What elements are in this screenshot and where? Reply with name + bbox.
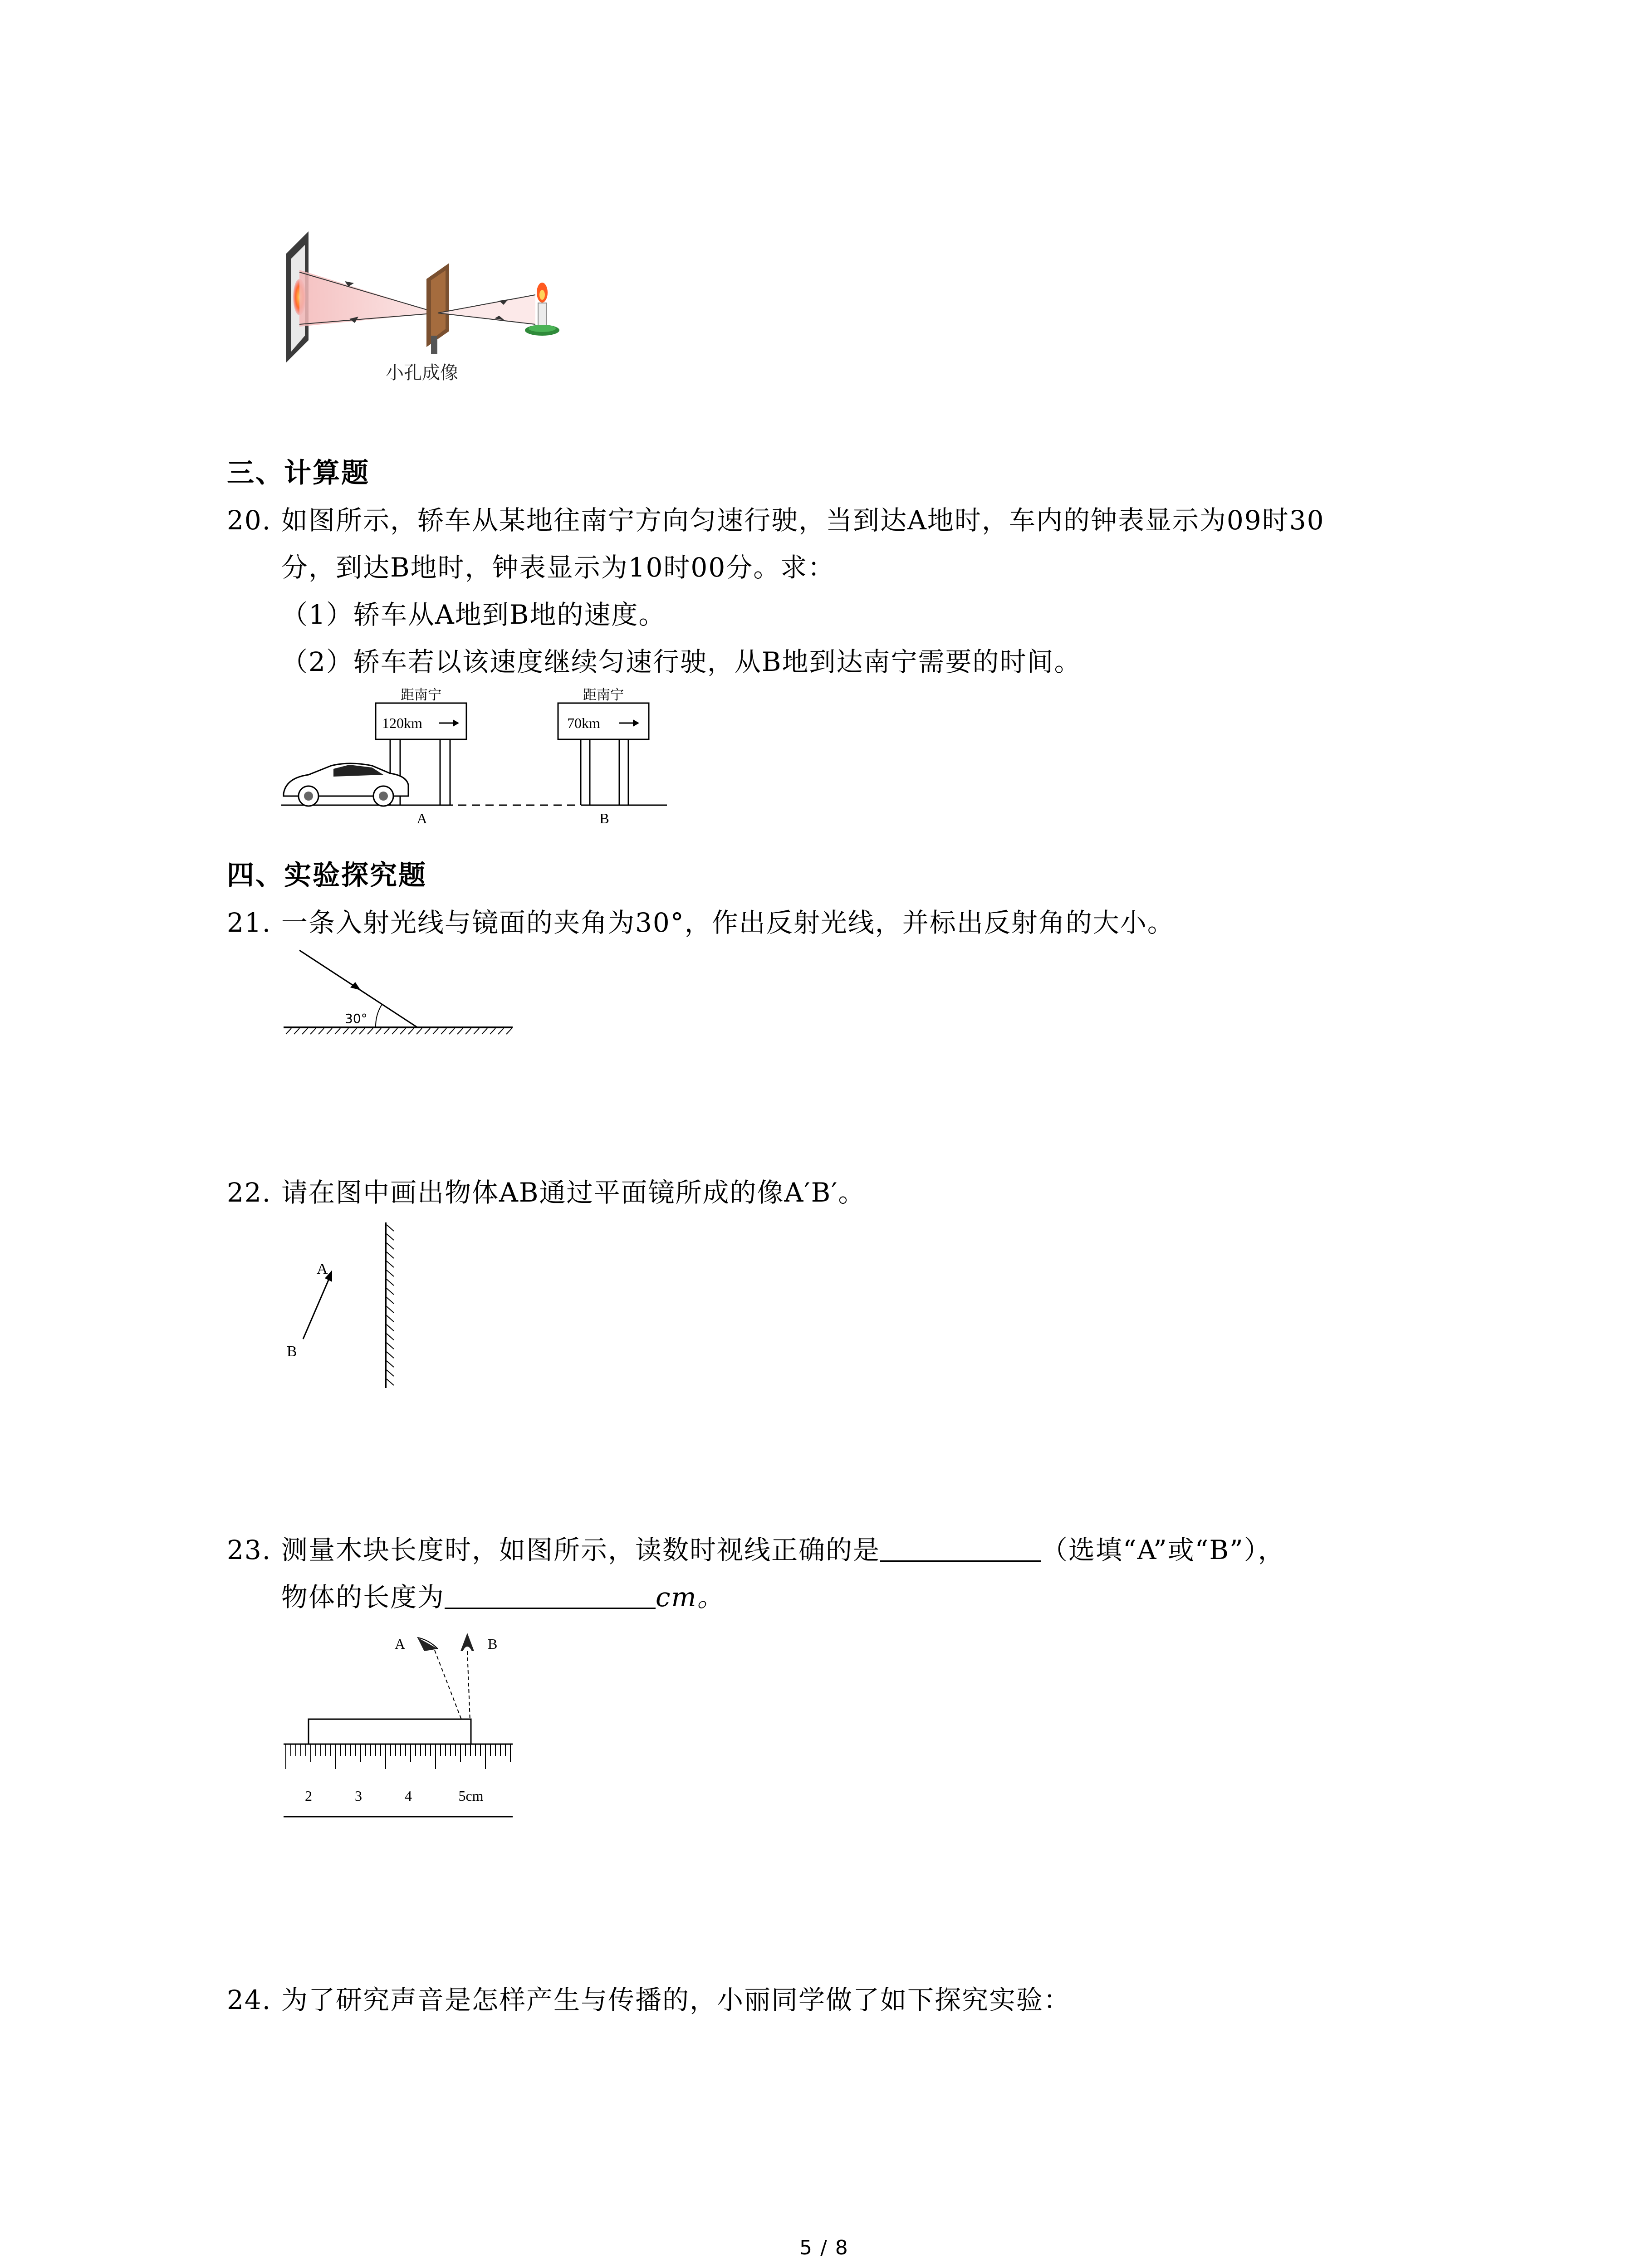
tick-label-4: 4 (405, 1788, 412, 1804)
question-23-line2-before: 物体的长度为 (281, 1582, 445, 1613)
question-23-number: 23. (227, 1535, 272, 1565)
mirror-hatching (286, 1028, 512, 1034)
answer-blank-length[interactable] (445, 1585, 656, 1609)
ruler-diagram (281, 1624, 517, 1837)
question-20-sub2: （2）轿车若以该速度继续匀速行驶，从B地到达南宁需要的时间。 (281, 646, 1082, 677)
question-24-number: 24. (227, 1984, 272, 2015)
object-label-a: A (317, 1261, 328, 1277)
question-22-number: 22. (227, 1177, 272, 1208)
question-22-text: 请在图中画出物体AB通过平面镜所成的像A′B′。 (281, 1177, 866, 1208)
object-label-b: B (287, 1343, 297, 1360)
tick-label-5cm: 5cm (458, 1788, 484, 1804)
ray-arrow-icon (350, 982, 361, 990)
plane-mirror-hatching (387, 1225, 394, 1385)
object-ab (303, 1274, 331, 1339)
question-20-line2: 分，到达B地时，钟表显示为10时00分。求： (281, 552, 835, 583)
sign-a-value: 120km (382, 715, 422, 731)
question-23-line1-before: 测量木块长度时，如图所示，读数时视线正确的是 (281, 1535, 881, 1565)
section-3-heading: 三、计算题 (227, 457, 370, 489)
question-20-sub1: （1）轿车从A地到B地的速度。 (281, 599, 666, 630)
wood-block (309, 1719, 471, 1744)
q22-plane-mirror-figure (281, 1220, 417, 1393)
sign-a-title: 距南宁 (401, 688, 441, 703)
question-21-number: 21. (227, 907, 272, 938)
question-23-line2-after: cm。 (656, 1582, 725, 1613)
plane-mirror-diagram (281, 1220, 417, 1393)
tick-label-2: 2 (305, 1788, 312, 1804)
page-number: 5 / 8 (799, 2236, 849, 2259)
question-21-text: 一条入射光线与镜面的夹角为30°，作出反射光线，并标出反射角的大小。 (281, 907, 1175, 938)
incident-ray-diagram (281, 943, 517, 1043)
tick-label-3: 3 (355, 1788, 362, 1804)
label-a: A (416, 810, 427, 826)
label-b: B (599, 810, 609, 826)
eye-a-icon (417, 1637, 438, 1651)
sign-b-title: 距南宁 (583, 688, 624, 703)
eye-b-icon (460, 1633, 474, 1651)
question-23-line2 (281, 1582, 725, 1613)
question-23-line1-after: （选填“A”或“B”）， (1041, 1535, 1285, 1565)
answer-blank-eye[interactable] (880, 1538, 1041, 1562)
q23-ruler-figure (281, 1624, 517, 1837)
road-diagram (281, 685, 681, 830)
candle (538, 303, 546, 328)
eye-label-b: B (488, 1636, 498, 1652)
angle-label: 30° (345, 1011, 367, 1026)
question-24-text: 为了研究声音是怎样产生与传播的，小丽同学做了如下探究实验： (281, 1984, 1071, 2015)
question-23-line1 (281, 1537, 1285, 1563)
section-4-heading: 四、实验探究题 (227, 860, 427, 891)
question-20-number: 20. (227, 505, 272, 536)
pinhole-imaging-figure (281, 227, 572, 390)
pinhole-caption: 小孔成像 (386, 362, 458, 383)
question-20-line1: 如图所示，轿车从某地往南宁方向匀速行驶，当到达A地时，车内的钟表显示为09时30 (281, 505, 1325, 536)
ruler-ticks (286, 1744, 510, 1769)
q21-mirror-figure (281, 943, 517, 1043)
sign-b-value: 70km (567, 715, 600, 731)
eye-label-a: A (395, 1636, 406, 1652)
q20-road-signs-figure (281, 685, 681, 830)
